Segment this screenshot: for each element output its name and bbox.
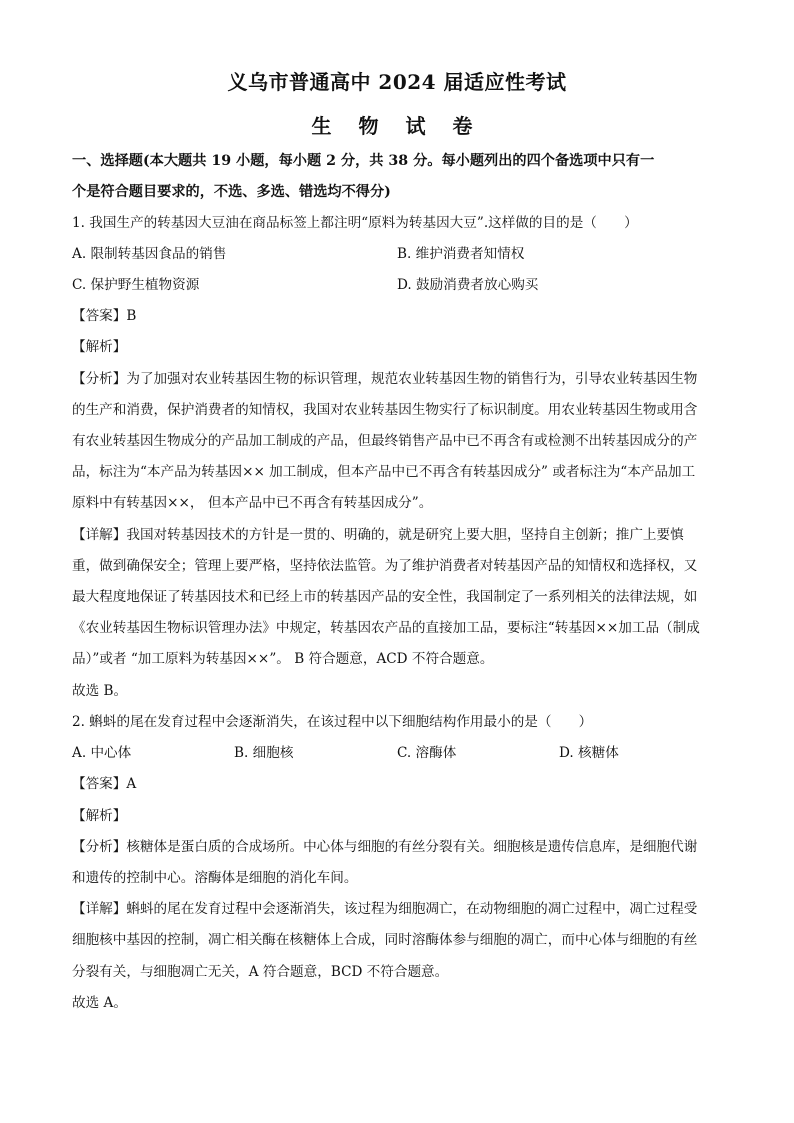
q2-analysis-line: 【分析】核糖体是蛋白质的合成场所。中心体与细胞的有丝分裂有关。细胞核是遗传信息库，是细胞代谢: [72, 839, 698, 855]
q2-analysis-line: 和遗传的控制中心。溶酶体是细胞的消化车间。: [72, 870, 358, 886]
q1-detail-line: 最大程度地保证了转基因技术和已经上市的转基因产品的安全性，我国制定了一系列相关的法律法规，如: [72, 589, 698, 605]
section-heading-line2: 个是符合题目要求的，不选、多选、错选均不得分): [72, 184, 391, 200]
q2-detail-line: 【详解】蝌蚪的尾在发育过程中会逐渐消失，该过程为细胞凋亡，在动物细胞的凋亡过程中，凋亡过程受: [72, 901, 698, 917]
q1-stem: 1. 我国生产的转基因大豆油在商品标签上都注明“原料为转基因大豆”.这样做的目的是（ ）: [72, 215, 638, 231]
exam-title: 义乌市普通高中 2024 届适应性考试: [227, 70, 567, 94]
q2-stem: 2. 蝌蚪的尾在发育过程中会逐渐消失，在该过程中以下细胞结构作用最小的是（ ）: [72, 714, 593, 730]
q1-option-a: A. 限制转基因食品的销售: [72, 246, 227, 262]
q2-jiexi-label: 【解析】: [72, 808, 127, 824]
q1-option-d: D. 鼓励消费者放心购买: [397, 277, 539, 293]
q1-jiexi-label: 【解析】: [72, 339, 127, 355]
q2-option-a: A. 中心体: [72, 745, 132, 761]
q2-detail-line: 分裂有关，与细胞凋亡无关，A 符合题意，BCD 不符合题意。: [72, 964, 449, 980]
q1-analysis-line: 品，标注为“本产品为转基因×× 加工制成，但本产品中已不再含有转基因成分” 或者标注为“本产品加工: [72, 464, 696, 480]
q2-option-c: C. 溶酶体: [397, 745, 457, 761]
q2-conclusion: 故选 A。: [72, 995, 127, 1011]
q1-answer: 【答案】B: [72, 308, 137, 324]
q2-answer: 【答案】A: [72, 776, 137, 792]
q1-conclusion: 故选 B。: [72, 683, 128, 699]
q1-analysis-line: 【分析】为了加强对农业转基因生物的标识管理，规范农业转基因生物的销售行为，引导农业转基因生物: [72, 371, 698, 387]
q1-detail-line: 重，做到确保安全；管理上要严格，坚持依法监管。为了维护消费者对转基因产品的知情权和选择权，又: [72, 558, 698, 574]
q1-analysis-line: 有农业转基因生物成分的产品加工制成的产品，但最终销售产品中已不再含有或检测不出转基因成分的产: [72, 433, 698, 449]
q1-option-c: C. 保护野生植物资源: [72, 277, 200, 293]
section-heading-line1: 一、选择题(本大题共 19 小题，每小题 2 分，共 38 分。每小题列出的四个备选项中只有一: [72, 153, 655, 169]
q1-detail-line: 《农业转基因生物标识管理办法》中规定，转基因农产品的直接加工品，要标注“转基因××加工品（制成: [72, 620, 700, 636]
q2-detail-line: 细胞核中基因的控制，凋亡相关酶在核糖体上合成，同时溶酶体参与细胞的凋亡，而中心体与细胞的有丝: [72, 932, 698, 948]
q1-analysis-line: 的生产和消费，保护消费者的知情权，我国对农业转基因生物实行了标识制度。用农业转基因生物或用含: [72, 402, 698, 418]
q1-detail-line: 【详解】我国对转基因技术的方针是一贯的、明确的，就是研究上要大胆，坚持自主创新；推广上要慎: [72, 527, 684, 543]
q1-detail-line: 品）”或者 “加工原料为转基因××”。 B 符合题意，ACD 不符合题意。: [72, 651, 494, 667]
subject-title: 生 物 试 卷: [311, 114, 483, 138]
q1-analysis-line: 原料中有转基因××， 但本产品中已不再含有转基因成分”。: [72, 495, 433, 511]
q1-option-b: B. 维护消费者知情权: [397, 246, 525, 262]
q2-option-b: B. 细胞核: [234, 745, 294, 761]
q2-option-d: D. 核糖体: [559, 745, 619, 761]
